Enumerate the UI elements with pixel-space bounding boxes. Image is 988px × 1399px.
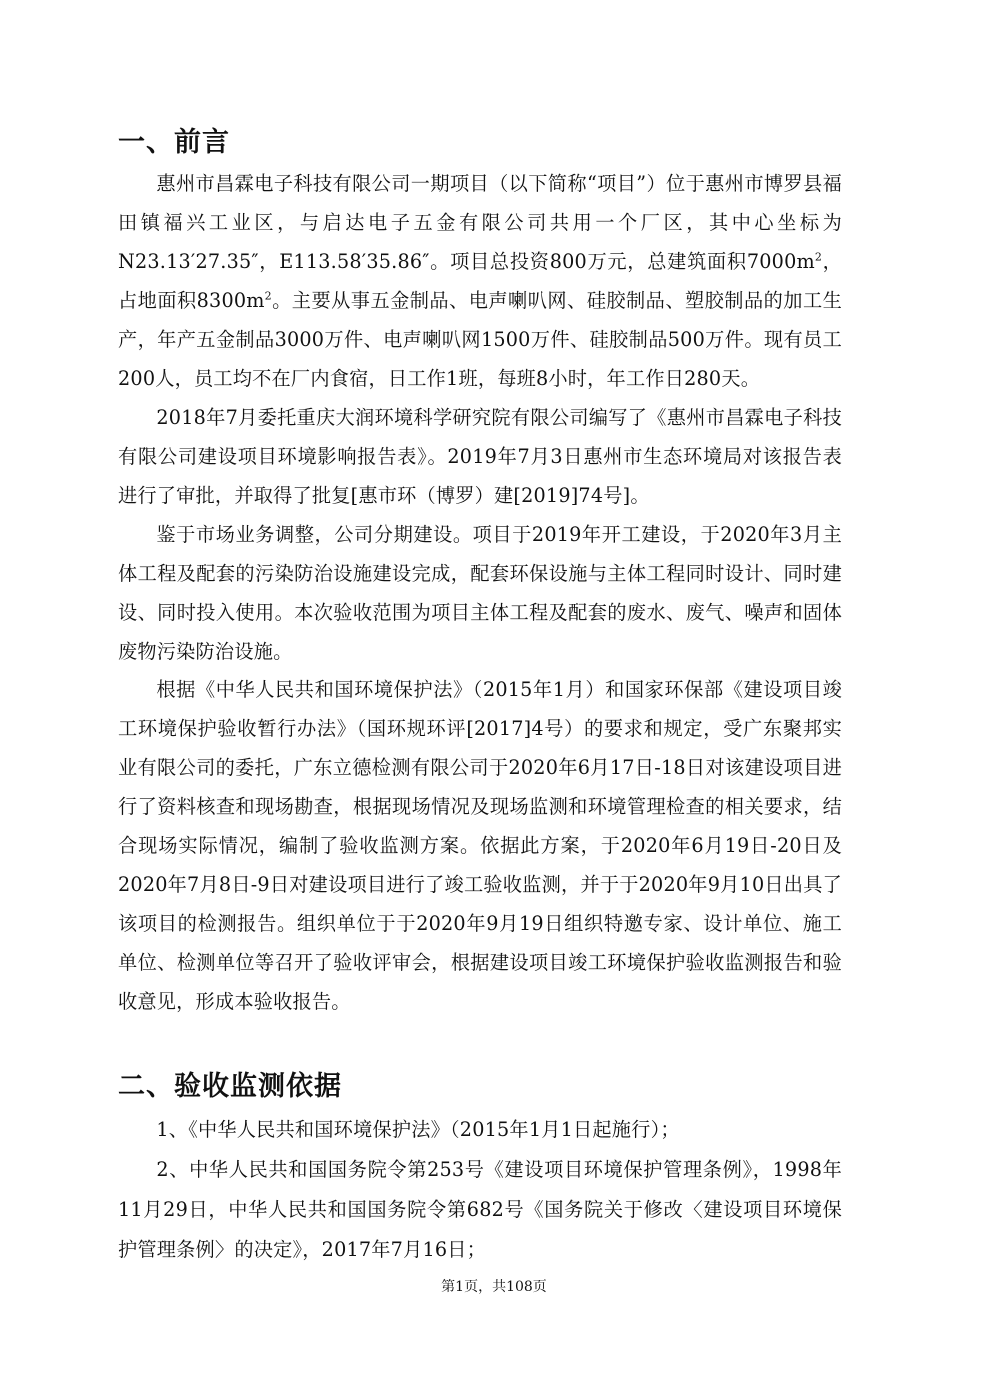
section-heading-monitoring-basis: 二、验收监测依据 (118, 1071, 342, 1102)
section-heading-preface: 一、前言 (118, 127, 230, 158)
list-item: 2、中华人民共和国国务院令第253号《建设项目环境保护管理条例》，1998年11月29日，中华人民共和国国务院令第682号《国务院关于修改〈建设项目环境保护管理条例〉的决定》，2017年7月16日； (118, 1158, 842, 1261)
paragraph-eia-history: 2018年7月委托重庆大润环境科学研究院有限公司编写了《惠州市昌霖电子科技有限公司建设项目环境影响报告表》。2019年7月3日惠州市生态环境局对该报告表进行了审批，并取得了批复[惠市环（博罗）建[2019]74号]。 (118, 406, 842, 507)
list-item: 1、《中华人民共和国环境保护法》（2015年1月1日起施行）； (156, 1118, 680, 1141)
paragraph-acceptance-process: 根据《中华人民共和国环境保护法》（2015年1月）和国家环保部《建设项目竣工环境保护验收暂行办法》（国环规环评[2017]4号）的要求和规定，受广东聚邦实业有限公司的委托，广东立德检测有限公司于2020年6月17日-18日对该建设项目进行了资料核查和现场勘查，根据现场情况及现场监测和环境管理检查的相关要求，结合现场实际情况，编制了验收监测方案。依据此方案，于2020年6月19日-20日及2020年7月8日-9日对建设项目进行了竣工验收监测，并于于2020年9月10日出具了该项目的检测报告。组织单位于于2020年9月19日组织特邀专家、设计单位、施工单位、检测单位等召开了验收评审会，根据建设项目竣工环境保护验收监测报告和验收意见，形成本验收报告。 (118, 678, 842, 1013)
paragraph-project-overview: 惠州市昌霖电子科技有限公司一期项目（以下简称“项目”）位于惠州市博罗县福田镇福兴工业区，与启达电子五金有限公司共用一个厂区，其中心坐标为N23.13′27.35″，E113.58′35.86″。项目总投资800万元，总建筑面积$7000m^2$，占地面积$8300m^2$。主要从事五金制品、电声喇叭网、硅胶制品、塑胶制品的加工生产，年产五金制品3000万件、电声喇叭网1500万件、硅胶制品500万件。现有员工200人，员工均不在厂内食宿，日工作1班，每班8小时，年工作日280天。 (118, 172, 843, 390)
paragraph-phased-construction: 鉴于市场业务调整，公司分期建设。项目于2019年开工建设，于2020年3月主体工程及配套的污染防治设施建设完成，配套环保设施与主体工程同时设计、同时建设、同时投入使用。本次验收范围为项目主体工程及配套的废水、废气、噪声和固体废物污染防治设施。 (118, 523, 842, 663)
page-number-footer: 第1页，共108页 (441, 1279, 547, 1295)
